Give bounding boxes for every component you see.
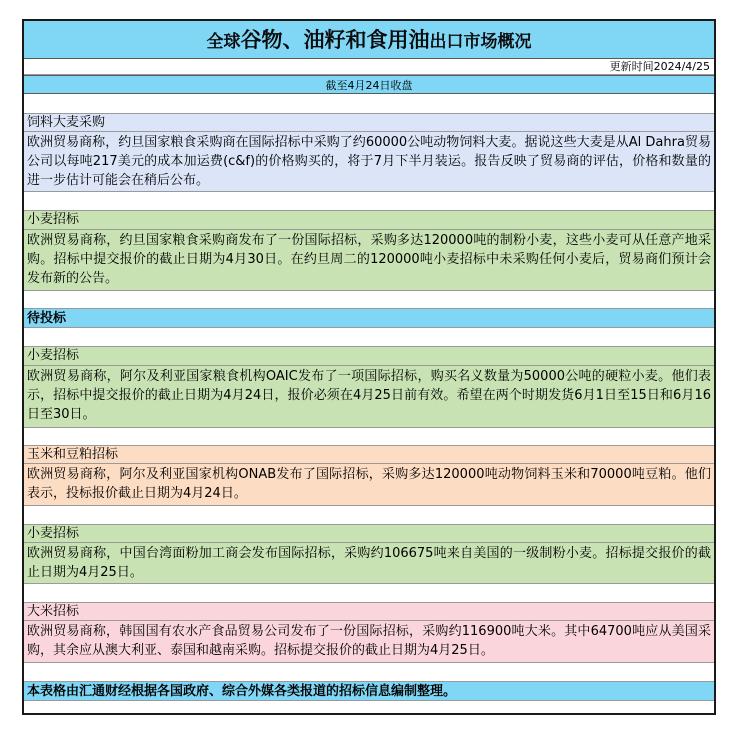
updated-time: 更新时间2024/4/25 bbox=[24, 59, 714, 75]
pending-body-rice: 欧洲贸易商称，韩国国有农水产食品贸易公司发布了一份国际招标，采购约116900吨大米。其中64700吨应从美国采购，其余应从澳大利亚、泰国和越南采购。招标提交报价的截止日期为4月25日。 bbox=[24, 621, 714, 663]
pending-header: 待投标 bbox=[24, 309, 714, 328]
pending-label-corn-soymeal: 玉米和豆粕招标 bbox=[24, 446, 714, 464]
spacer-row bbox=[24, 663, 714, 682]
spacer-row bbox=[24, 95, 714, 114]
section-body-feed-barley: 欧洲贸易商称，约旦国家粮食采购商在国际招标中采购了约60000公吨动物饲料大麦。据说这些大麦是从Al Dahra贸易公司以每吨217美元的成本加运费(c&f)的价格购买的，将于7月下半月装运。报告反映了贸易商的评估，价格和数量的进一步估计可能会在稍后公布。 bbox=[24, 132, 714, 192]
pending-label-rice: 大米招标 bbox=[24, 603, 714, 621]
title-part-2: 谷物、油籽和食用油 bbox=[240, 27, 430, 52]
pending-body-corn-soymeal: 欧洲贸易商称，阿尔及利亚国家机构ONAB发布了国际招标，采购多达120000吨动物饲料玉米和70000吨豆粕。他们表示，投标报价截止日期为4月24日。 bbox=[24, 464, 714, 506]
title-part-1: 全球 bbox=[206, 32, 241, 52]
title-part-3: 出口市场概况 bbox=[429, 32, 532, 52]
spacer-row bbox=[24, 328, 714, 347]
spacer-row bbox=[24, 701, 714, 713]
spacer-row bbox=[24, 428, 714, 446]
pending-body-wheat-taiwan: 欧洲贸易商称，中国台湾面粉加工商会发布国际招标，采购约106675吨来自美国的一级制粉小麦。招标提交报价的截止日期为4月25日。 bbox=[24, 543, 714, 584]
spacer-row bbox=[24, 584, 714, 603]
section-label-wheat-tender: 小麦招标 bbox=[24, 211, 714, 230]
footer-note: 本表格由汇通财经根据各国政府、综合外媒各类报道的招标信息编制整理。 bbox=[24, 682, 714, 701]
section-label-feed-barley: 饲料大麦采购 bbox=[24, 114, 714, 132]
spacer-row bbox=[24, 291, 714, 309]
as-of-date: 截至4月24日收盘 bbox=[24, 75, 714, 94]
pending-label-wheat-algeria: 小麦招标 bbox=[24, 347, 714, 366]
section-body-wheat-tender: 欧洲贸易商称，约旦国家粮食采购商发布了一份国际招标，采购多达120000吨的制粉小麦，这些小麦可从任意产地采购。招标中提交报价的截止日期为4月30日。在约旦周二的120000吨小麦招标中未采购任何小麦后，贸易商们预计会发布新的公告。 bbox=[24, 230, 714, 291]
spacer-row bbox=[24, 192, 714, 211]
pending-label-wheat-taiwan: 小麦招标 bbox=[24, 525, 714, 543]
page-title bbox=[24, 21, 714, 59]
report-table bbox=[22, 19, 716, 715]
spacer-row bbox=[24, 506, 714, 525]
pending-body-wheat-algeria: 欧洲贸易商称，阿尔及利亚国家粮食机构OAIC发布了一项国际招标，购买名义数量为50000公吨的硬粒小麦。他们表示，招标中提交报价的截止日期为4月24日，报价必须在4月25日前有效。希望在两个时期发货6月1日至15日和6月16日至30日。 bbox=[24, 366, 714, 428]
